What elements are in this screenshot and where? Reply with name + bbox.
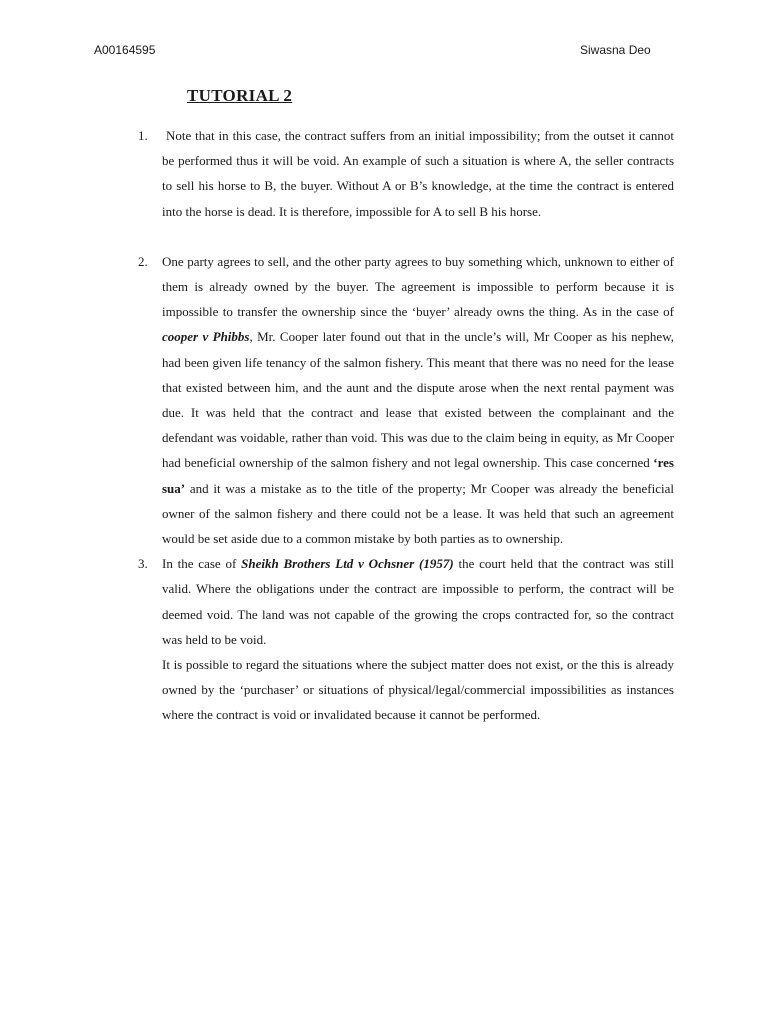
list-item-2	[138, 249, 674, 551]
item-text	[162, 249, 674, 551]
case-citation: cooper v Phibbs	[162, 329, 250, 345]
item-text	[162, 551, 674, 652]
list-item-3	[138, 551, 674, 727]
item-number: 1.	[138, 128, 148, 143]
case-citation: Sheikh Brothers Ltd v Ochsner (1957)	[241, 556, 454, 572]
item-text-part: In the case of	[162, 556, 242, 572]
item-text: Note that in this case, the contract suffers from an initial impossibility; from the outset it cannot be performed thus it will be void. An example of such a situation is where A, the seller contracts to sell his horse to B, the buyer. Without A or B’s knowledge, at the time the contract is entered into the horse is dead. It is therefore, impossible for A to sell B his horse.	[162, 128, 674, 219]
item-number: 3.	[138, 556, 148, 572]
page-title: TUTORIAL 2	[187, 86, 293, 105]
author-name: Siwasna Deo	[580, 43, 651, 57]
student-id: A00164595	[94, 43, 156, 57]
item-text-part: , Mr. Cooper later found out that in the uncle’s will, Mr Cooper as his nephew, had been given life tenancy of the salmon fishery. This meant that there was no need for the lease that existed between him, and the aunt and the dispute arose when the next rental payment was due. It was held that the contract and lease that existed between the complainant and the defendant was voidable, rather than void. This was due to the claim being in equity, as Mr Cooper had beneficial ownership of the salmon fishery and not legal ownership. This case concerned	[162, 329, 674, 471]
list-item-1	[138, 123, 674, 224]
legal-term: ‘res sua’	[162, 455, 674, 496]
item-text-part: One party agrees to sell, and the other party agrees to buy something which, unknown to either of them is already owned by the buyer. The agreement is impossible to perform because it is impossible to transfer the ownership since the ‘buyer’ already owns the thing. As in the case of	[162, 253, 674, 320]
item-text-part: the court held that the contract was still valid. Where the obligations under the contract are impossible to perform, the contract will be deemed void. The land was not capable of the growing the crops contracted for, so the contract was held to be void.	[162, 556, 674, 647]
item-paragraph: It is possible to regard the situations where the subject matter does not exist, or the this is already owned by the ‘purchaser’ or situations of physical/legal/commercial impossibilities as instances where the contract is void or invalidated because it cannot be performed.	[162, 657, 674, 723]
answer-list	[0, 123, 768, 728]
item-spacer	[0, 224, 768, 249]
item-number: 2.	[138, 253, 148, 269]
item-text-part: and it was a mistake as to the title of the property; Mr Cooper was already the beneficial owner of the salmon fishery and there could not be a lease. It was held that such an agreement would be set aside due to a common mistake by both parties as to ownership.	[162, 480, 674, 547]
